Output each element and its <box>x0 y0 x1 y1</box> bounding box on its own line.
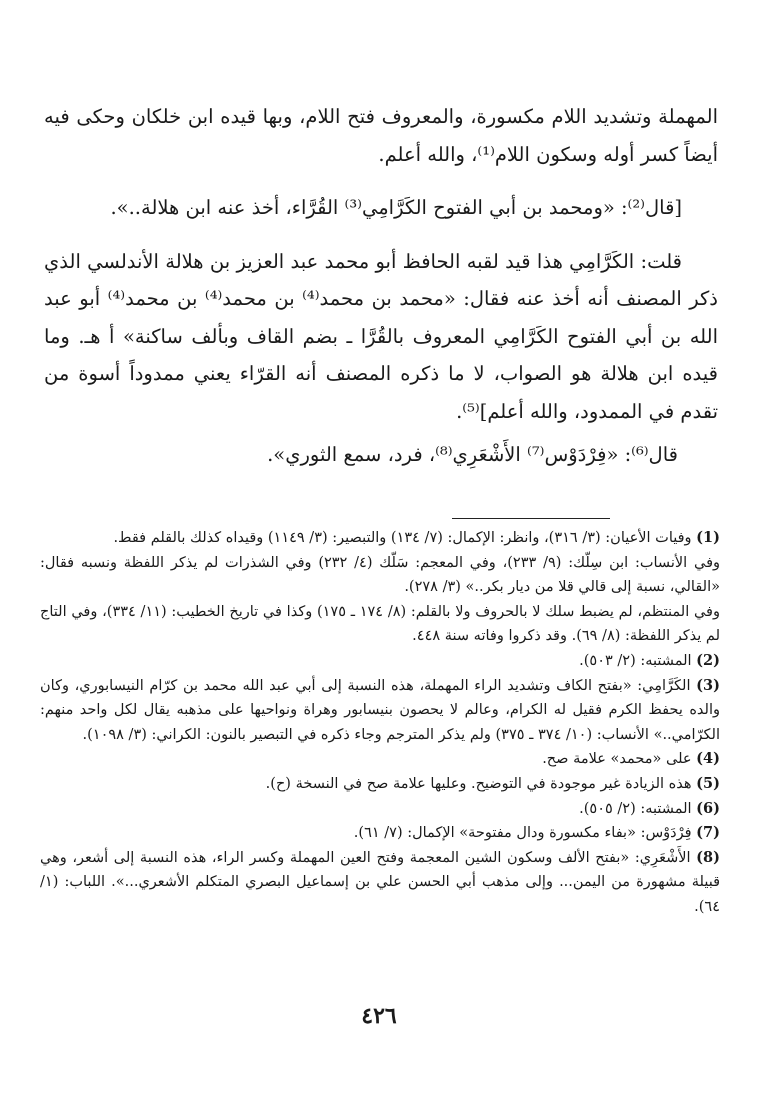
main-text <box>44 98 718 474</box>
footnote-5 <box>40 772 720 797</box>
footnote-1-cont-b <box>40 600 720 649</box>
footnote-text: فِرْدَوْس: «بفاء مكسورة ودال مفتوحة» الإكمال: (٧/ ٦١). <box>353 825 692 842</box>
footnote-text: الكَرَّامِي: «بفتح الكاف وتشديد الراء المهملة، هذه النسبة إلى أبي عبد الله محمد بن كرّام النيسابوري، وكان والده يحفظ الكرم فقيل له الكرام، وعالم لا يحصون بنيسابور وهراة ونواحيها على مذهبه يقال لكل واحد منهم: الكرّامي..» الأنساب: (١٠/ ٣٧٤ ـ ٣٧٥) ولم يذكر المترجم وجاء ذكره في التبصير بالنون: الكراني: (٣/ ١٠٩٨). <box>40 677 720 743</box>
footnote-text: وفي المنتظم، لم يضبط سلك لا بالحروف ولا بالقلم: (٨/ ١٧٤ ـ ١٧٥) وكذا في تاريخ الخطيب: (١١/ ٣٣٤)، وفي التاج لم يذكر اللفظة: (٨/ ٦٩). وقد ذكروا وفاته سنة ٤٤٨. <box>40 603 720 645</box>
paragraph-3: قلت: الكَرَّامِي هذا قيد لقبه الحافظ أبو محمد عبد العزيز بن هلالة الأندلسي الذي ذكر المصنف أنه أخذ عنه فقال: «محمد بن محمد⁽⁴⁾ بن محمد⁽⁴⁾ بن محمد⁽⁴⁾ أبو عبد الله بن أبي الفتوح الكَرَّامِي المعروف بالقُرَّا ـ بضم القاف وبألف ساكنة» أ هـ. وما قيده ابن هلالة هو الصواب، لا ما ذكره المصنف أنه القرّاء يعني ممدوداً أسوة من تقدم في الممدود، والله أعلم]⁽⁵⁾. <box>44 249 718 423</box>
footnote-number: (3) <box>696 676 720 694</box>
footnote-text: المشتبه: (٢/ ٥٠٥). <box>579 800 692 817</box>
footnote-number: (2) <box>696 651 720 669</box>
footnote-number: (6) <box>696 799 720 817</box>
footnote-number: (4) <box>696 750 720 768</box>
footnote-number: (7) <box>696 824 720 842</box>
footnote-text: المشتبه: (٢/ ٥٠٣). <box>579 652 692 669</box>
paragraph-1: المهملة وتشديد اللام مكسورة، والمعروف فتح اللام، وبها قيده ابن خلكان وحكى فيه أيضاً كسر أوله وسكون اللام⁽¹⁾، والله أعلم. <box>44 105 718 166</box>
footnote-text: على «محمد» علامة صح. <box>542 751 692 768</box>
page-number: ٤٢٦ <box>361 1003 397 1029</box>
footnote-text: وفيات الأعيان: (٣/ ٣١٦)، وانظر: الإكمال: (٧/ ١٣٤) والتبصير: (٣/ ١١٤٩) وقيداه كذلك بالقلم فقط. <box>113 530 692 546</box>
footnote-separator <box>452 518 610 519</box>
footnote-7 <box>40 821 720 846</box>
footnote-8 <box>40 846 720 920</box>
footnote-1-cont-a <box>40 551 720 600</box>
footnote-number: (8) <box>696 848 720 866</box>
footnote-text: الأَشْعَرِي: «بفتح الألف وسكون الشين المعجمة وفتح العين المهملة وكسر الراء، هذه النسبة إلى أشعر، وهي قبيلة مشهورة من اليمن... وإلى مذهب أبي الحسن علي بن إسماعيل البصري المتكلم الأشعري...». اللباب: (١/ ٦٤). <box>40 849 720 915</box>
footnote-6 <box>40 797 720 822</box>
footnote-text: وفي الأنساب: ابن سِلّك: (٩/ ٢٣٣)، وفي المعجم: سَلّك (٤/ ٢٣٢) وفي الشذرات لم يذكر اللفظة ونسبه فقال: «القالي، نسبة إلى قالي قلا من ديار بكر..» (٣/ ٢٧٨). <box>40 554 721 596</box>
footnote-4 <box>40 747 720 772</box>
footnote-2 <box>40 649 720 674</box>
footnote-text: هذه الزيادة غير موجودة في التوضيح. وعليها علامة صح في النسخة (ح). <box>265 775 692 792</box>
footnote-3 <box>40 674 720 748</box>
footnote-number: (5) <box>696 774 720 792</box>
paragraph-4: قال⁽⁶⁾: «فِرْدَوْس⁽⁷⁾ الأَشْعَرِي⁽⁸⁾، فرد، سمع الثوري». <box>267 443 678 466</box>
footnotes <box>40 526 720 920</box>
paragraph-2: [قال⁽²⁾: «ومحمد بن أبي الفتوح الكَرَّامِي⁽³⁾ القُرَّاء، أخذ عنه ابن هلالة..». <box>110 196 682 219</box>
footnote-number: (1) <box>696 529 720 546</box>
footnote-1 <box>40 526 720 551</box>
